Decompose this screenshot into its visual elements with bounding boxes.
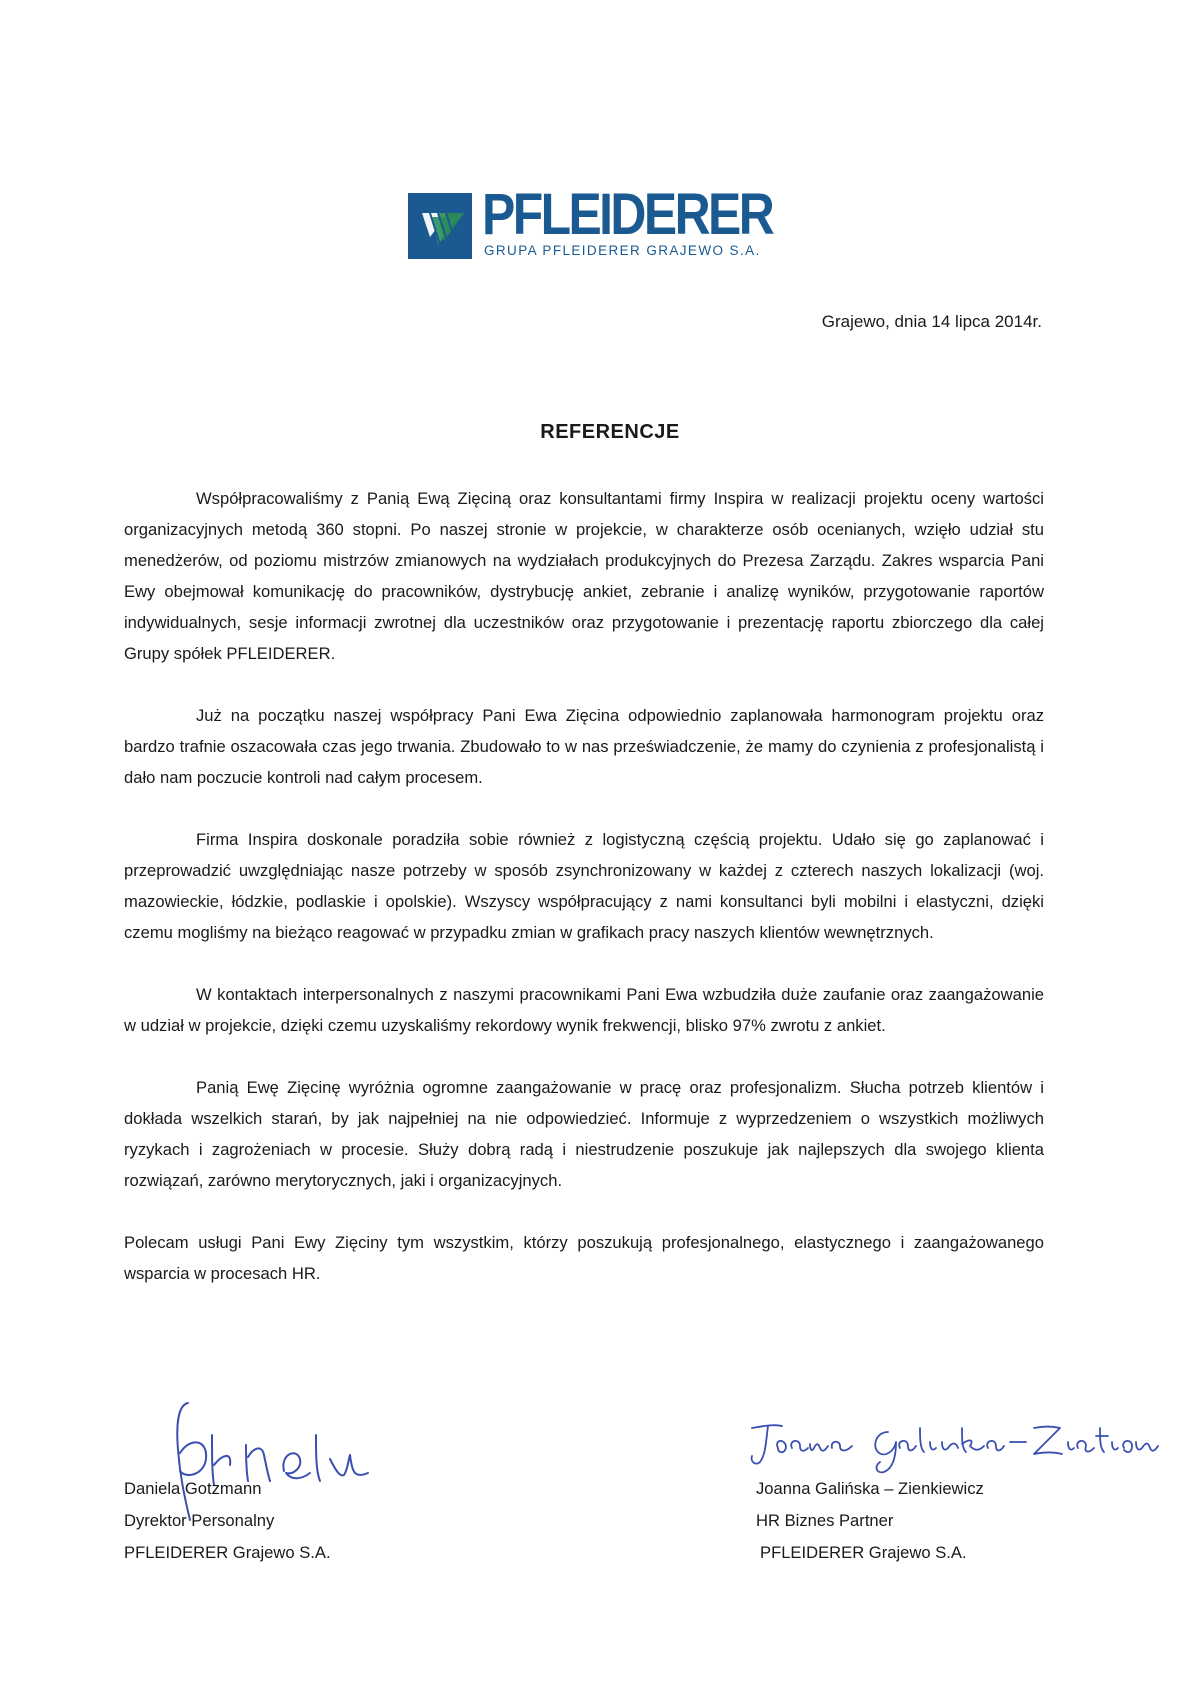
company-logo: [408, 182, 773, 268]
signatory-right-company: PFLEIDERER Grajewo S.A.: [760, 1543, 967, 1562]
signatory-left-company: PFLEIDERER Grajewo S.A.: [124, 1543, 331, 1562]
paragraph: Firma Inspira doskonale poradziła sobie również z logistyczną częścią projektu. Udało się go zaplanować i przeprowadzić uwzględniając nasze potrzeby w sposób zsynchronizowany w każdej z czterech naszych lokalizacji (woj. mazowieckie, łódzkie, podlaskie i opolskie). Wszyscy współpracujący z nami konsultanci byli mobilni i elastyczni, dzięki czemu mogliśmy na bieżąco reagować w przypadku zmian w grafikach pracy naszych klientów wewnętrznych.: [124, 830, 1044, 942]
document-title: REFERENCJE: [540, 421, 680, 443]
signature-right-image: [748, 1418, 1168, 1478]
paragraph: Panią Ewę Zięcinę wyróżnia ogromne zaangażowanie w pracę oraz profesjonalizm. Słucha potrzeb klientów i dokłada wszelkich starań, by jak najpełniej na nie odpowiedzieć. Informuje z wyprzedzeniem o wszystkich możliwych ryzykach i zagrożeniach w procesie. Służy dobrą radą i niestrudzenie poszukuje jak najlepszych dla swojego klienta rozwiązań, zarówno merytorycznych, jaki i organizacyjnych.: [124, 1078, 1044, 1190]
closing-paragraph: Polecam usługi Pani Ewy Zięciny tym wszystkim, którzy poszukują profesjonalnego, elastycznego i zaangażowanego wsparcia w procesach HR.: [124, 1233, 1044, 1283]
logo-mark-icon: [408, 193, 472, 259]
paragraph: Już na początku naszej współpracy Pani Ewa Zięcina odpowiednio zaplanowała harmonogram projektu oraz bardzo trafnie oszacowała czas jego trwania. Zbudowało to w nas przeświadczenie, że mamy do czynienia z profesjonalistą i dało nam poczucie kontroli nad całym procesem.: [124, 706, 1044, 787]
paragraph: W kontaktach interpersonalnych z naszymi pracownikami Pani Ewa wzbudziła duże zaufanie oraz zaangażowanie w udział w projekcie, dzięki czemu uzyskaliśmy rekordowy wynik frekwencji, blisko 97% zwrotu z ankiet.: [124, 985, 1044, 1035]
signatory-right-name: Joanna Galińska – Zienkiewicz: [756, 1479, 984, 1498]
signatory-left-name: Daniela Gotzmann: [124, 1479, 262, 1498]
signatory-right: [756, 1473, 984, 1569]
signatory-right-position: HR Biznes Partner: [756, 1511, 894, 1530]
logo-company-name: PFLEIDERER: [482, 182, 773, 247]
signatory-left: [124, 1473, 331, 1569]
signatory-left-position: Dyrektor Personalny: [124, 1511, 275, 1530]
logo-company-subtitle: GRUPA PFLEIDERER GRAJEWO S.A.: [484, 243, 761, 258]
letter-body: [124, 483, 1044, 1320]
date-line: Grajewo, dnia 14 lipca 2014r.: [821, 312, 1042, 331]
paragraph: Współpracowaliśmy z Panią Ewą Zięciną oraz konsultantami firmy Inspira w realizacji projektu oceny wartości organizacyjnych metodą 360 stopni. Po naszej stronie w projekcie, w charakterze osób ocenianych, wzięło udział stu menedżerów, od poziomu mistrzów zmianowych na wydziałach produkcyjnych do Prezesa Zarządu. Zakres wsparcia Pani Ewy obejmował komunikację do pracowników, dystrybucję ankiet, zebranie i analizę wyników, przygotowanie raportów indywidualnych, sesje informacji zwrotnej dla uczestników oraz przygotowanie i prezentację raportu zbiorczego dla całej Grupy spółek PFLEIDERER.: [124, 489, 1044, 663]
